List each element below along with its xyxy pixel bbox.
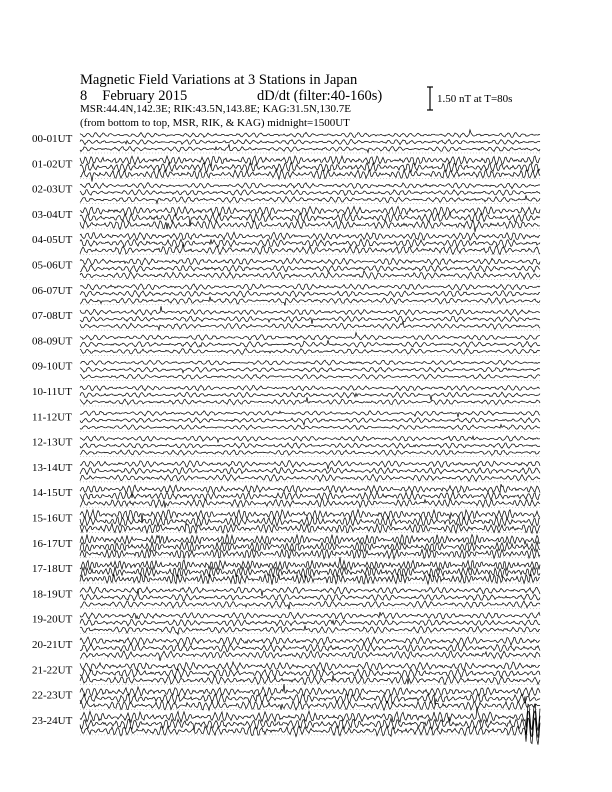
trace-kag-12-13UT (80, 436, 540, 442)
trace-msr-14-15UT (80, 499, 540, 508)
trace-kag-14-15UT (80, 484, 540, 498)
trace-rik-07-08UT (80, 316, 540, 324)
trace-rik-02-03UT (80, 190, 540, 196)
chart-subtitle: dD/dt (filter:40-160s) (257, 88, 383, 104)
trace-rik-21-22UT (80, 669, 540, 678)
trace-kag-04-05UT (80, 232, 540, 240)
hour-label: 07-08UT (32, 310, 73, 323)
trace-rik-20-21UT (80, 644, 540, 652)
chart-title: Magnetic Field Variations at 3 Stations in Japan (80, 72, 358, 88)
trace-kag-10-11UT (80, 385, 540, 390)
trace-msr-21-22UT (80, 675, 540, 684)
hour-label: 14-15UT (32, 487, 73, 500)
trace-rik-06-07UT (80, 290, 540, 297)
hour-label: 06-07UT (32, 284, 73, 297)
hour-label: 19-20UT (32, 613, 73, 626)
trace-rik-05-06UT (80, 265, 540, 272)
trace-rik-00-01UT (80, 139, 540, 144)
trace-rik-09-10UT (80, 367, 540, 372)
trace-kag-17-18UT (80, 557, 540, 570)
trace-msr-11-12UT (80, 425, 540, 430)
hour-label: 23-24UT (32, 714, 73, 727)
trace-kag-13-14UT (80, 460, 540, 469)
trace-kag-03-04UT (80, 206, 540, 215)
trace-kag-07-08UT (80, 306, 540, 315)
trace-rik-11-12UT (80, 418, 540, 425)
trace-rik-22-23UT (80, 694, 540, 705)
trace-kag-06-07UT (80, 284, 540, 290)
trace-msr-03-04UT (80, 220, 540, 232)
trace-kag-01-02UT (80, 156, 540, 168)
trace-kag-20-21UT (80, 637, 540, 645)
trace-msr-13-14UT (80, 474, 540, 481)
trace-kag-21-22UT (80, 662, 540, 671)
trace-rik-15-16UT (80, 516, 540, 526)
scale-bar-label: 1.50 nT at T=80s (437, 93, 513, 105)
hour-label: 12-13UT (32, 436, 73, 449)
trace-msr-09-10UT (80, 374, 540, 379)
hour-label: 00-01UT (32, 133, 73, 145)
trace-msr-16-17UT (80, 548, 540, 558)
hour-rows (32, 130, 540, 745)
hour-label: 18-19UT (32, 588, 73, 601)
trace-kag-00-01UT (80, 130, 540, 138)
hour-label: 21-22UT (32, 664, 73, 677)
hour-label: 04-05UT (32, 234, 73, 247)
trace-msr-10-11UT (80, 397, 540, 404)
trace-rik-01-02UT (80, 163, 540, 172)
hour-label: 11-12UT (32, 411, 72, 424)
trace-rik-16-17UT (80, 542, 540, 552)
trace-msr-02-03UT (80, 195, 540, 203)
trace-msr-12-13UT (80, 450, 540, 455)
trace-kag-08-09UT (80, 333, 540, 341)
trace-msr-01-02UT (80, 169, 540, 181)
trace-rik-12-13UT (80, 443, 540, 448)
trace-rik-19-20UT (80, 619, 540, 626)
trace-msr-05-06UT (80, 271, 540, 279)
trace-kag-02-03UT (80, 183, 540, 189)
trace-kag-11-12UT (80, 411, 540, 417)
hour-label: 08-09UT (32, 335, 73, 348)
scale-bar (427, 87, 433, 110)
trace-msr-08-09UT (80, 349, 540, 355)
hour-label: 13-14UT (32, 461, 73, 474)
hour-label: 10-11UT (32, 386, 72, 398)
hour-label: 16-17UT (32, 537, 73, 550)
hour-label: 01-02UT (32, 158, 73, 171)
trace-msr-18-19UT (80, 601, 540, 609)
trace-rik-08-09UT (80, 340, 540, 347)
trace-msr-20-21UT (80, 651, 540, 661)
hour-label: 22-23UT (32, 689, 73, 702)
hour-label: 17-18UT (32, 563, 73, 576)
trace-kag-05-06UT (80, 258, 540, 265)
hour-label: 02-03UT (32, 183, 73, 196)
date-day: 8 (80, 88, 88, 104)
trace-kag-16-17UT (80, 534, 540, 544)
hour-label: 05-06UT (32, 259, 73, 272)
hour-label: 15-16UT (32, 512, 73, 525)
trace-msr-07-08UT (80, 321, 540, 330)
trace-rik-14-15UT (80, 492, 540, 500)
trace-msr-00-01UT (80, 145, 540, 153)
trace-kag-18-19UT (80, 587, 540, 596)
trace-kag-22-23UT (80, 684, 540, 696)
trace-kag-09-10UT (80, 360, 540, 365)
hour-label: 09-10UT (32, 360, 73, 373)
trace-kag-19-20UT (80, 612, 540, 619)
station-coordinates: MSR:44.4N,142.3E; RIK:43.5N,143.8E; KAG:31.5N,130.7E (80, 103, 352, 115)
trace-msr-19-20UT (80, 626, 540, 635)
trace-rik-13-14UT (80, 467, 540, 474)
station-order-note: (from bottom to top, MSR, RIK, & KAG) midnight=1500UT (80, 117, 350, 129)
hour-label: 20-21UT (32, 639, 73, 651)
trace-rik-10-11UT (80, 392, 540, 400)
trace-msr-06-07UT (80, 297, 540, 306)
hour-label: 03-04UT (32, 208, 73, 221)
date-month-year: February 2015 (102, 88, 188, 104)
trace-kag-23-24UT (80, 704, 540, 731)
